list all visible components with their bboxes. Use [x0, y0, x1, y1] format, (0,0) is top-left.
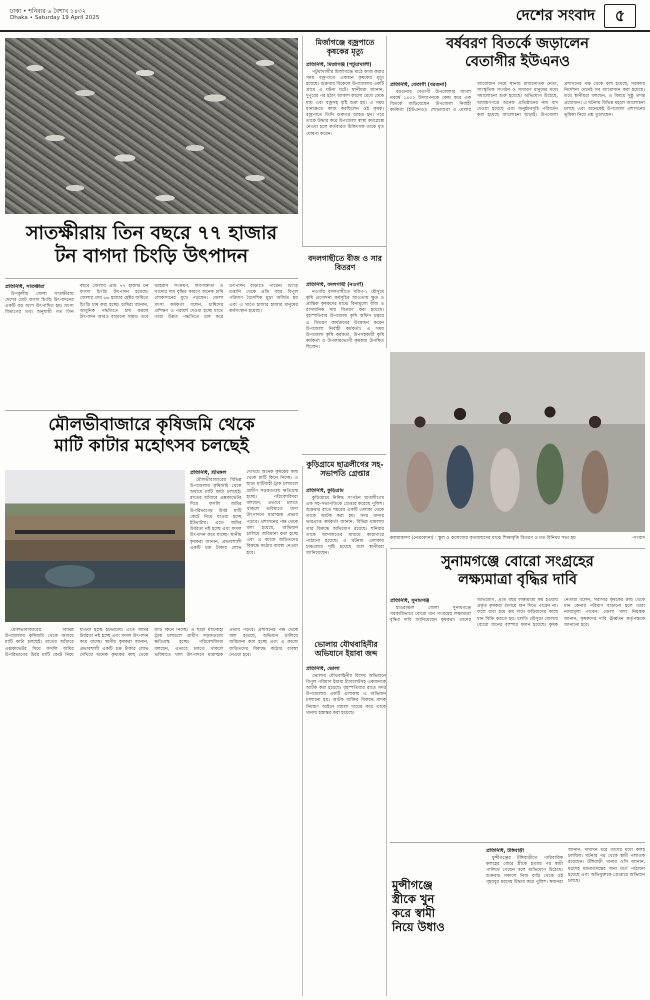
- satkhira-headline-line2: টন বাগদা চিংড়ি উৎপাদন: [54, 245, 249, 268]
- shrimp-photo: [5, 38, 298, 214]
- photo-caption-text: কলমাকান্দা (নেত্রকোনা) : স্কুল ও কলেজের কৃতজন্মদের মাঝে শিক্ষাবৃত্তি বিতরণ ও মত বিনিময় সভা হয়: [390, 536, 576, 541]
- moulvibazar-byline: প্রতিনিধি, শ্রীমঙ্গল: [190, 470, 227, 476]
- boishakh-headline: [390, 36, 645, 71]
- boishakh-headline-line1: বর্ষবরণ বিতর্কে জড়ালেন: [446, 36, 589, 52]
- munshiganj-text: মুন্সীগঞ্জের টঙ্গিবাড়ীতে পারিবারিক কলহের জেরে স্ত্রীকে হত্যার পর স্বামী পালিয়ে গেছেন বলে অভিযোগ উঠেছে। শুক্রবার সকালে নিজ বাড়ি থেকে ওই গৃহবধূর মরদেহ উদ্ধার করে পুলিশ। স্বজনরা জানান, দীর্ঘদিন ধরে তাদের মধ্যে কলহ চলছিল। ঘটনার পর থেকে স্বামী পলাতক রয়েছেন। টঙ্গিবাড়ী থানার ওসি জানান, মরদেহ ময়নাতদন্তের জন্য মর্গে পাঠানো হয়েছে এবং অভিযুক্তকে গ্রেপ্তারে অভিযান চলছে।: [486, 848, 645, 886]
- badalgachi-body: [306, 282, 384, 452]
- moulvibazar-body-continued: [5, 628, 298, 994]
- mirzaganj-headline: মির্জাগঞ্জে বজ্রপাতে কৃষকের মৃত্যু: [315, 38, 375, 57]
- bhola-byline: প্রতিনিধি, ভোলা: [306, 666, 340, 672]
- munshiganj-headline: [392, 878, 480, 934]
- boishakh-body: [390, 82, 645, 347]
- bhola-headline: ভোলায় যৌথবাহিনীর অভিযানে ইয়াবা জব্দ: [314, 640, 378, 659]
- section-title-text: দেশের সংবাদ: [515, 6, 595, 24]
- kurigram-body: [306, 488, 384, 584]
- soil-cutting-photo: [5, 470, 185, 622]
- page-number: ৫: [614, 6, 626, 25]
- sunamganj-text: হাওরাঞ্চল জেলা সুনামগঞ্জে সরকারিভাবে বোরো ধান সংগ্রহের লক্ষ্যমাত্রা বৃদ্ধির দাবি জানিয়েছেন কৃষকরা। তাদের অভিযোগ, প্রতি বছর লক্ষ্যমাত্রা কম হওয়ায় প্রকৃত কৃষকরা গুদামে ধান দিতে পারেন না। ফলে বাধ্য হয়ে কম দামে ফড়িয়াদের কাছে ধান বিক্রি করতে হয়। চলতি মৌসুমে জেলায় বোরো ধানের বাম্পার ফলন হয়েছে। কৃষক নেতারা বলেন, সরাসরি কৃষকের কাছ থেকে ধান কেনার পরিমাণ বাড়ানো হলে তারা ন্যায্যমূল্য পাবেন। জেলা খাদ্য নিয়ন্ত্রক জানান, কৃষকদের দাবি ঊর্ধ্বতন কর্তৃপক্ষকে জানানো হবে।: [390, 598, 645, 628]
- munshiganj-body: [486, 848, 645, 994]
- bhola-body: [306, 666, 386, 994]
- moulvibazar-headline-line2: মাটি কাটার মহোৎসব চলছেই: [54, 435, 249, 456]
- sunamganj-headline: [390, 554, 645, 589]
- kurigram-headline: কুড়িগ্রামে ছাত্রলীগের সহ-সভাপতি গ্রেপ্তার: [306, 460, 384, 479]
- boishakh-byline: প্রতিনিধি, বেতাগী (বরগুনা): [390, 82, 447, 88]
- badalgachi-byline: প্রতিনিধি, বদলগাছী (নওগাঁ): [306, 282, 364, 288]
- sunamganj-byline: প্রতিনিধি, সুনামগঞ্জ: [390, 598, 430, 604]
- satkhira-headline-line1: সাতক্ষীরায় তিন বছরে ৭৭ হাজার: [25, 222, 278, 244]
- photo-credit: –সংবাদ: [631, 536, 645, 541]
- munshiganj-headline-line3: করে স্বামী: [392, 906, 436, 921]
- mirzaganj-byline: প্রতিনিধি, মির্জাগঞ্জ (পটুয়াখালী): [306, 62, 372, 68]
- photo-caption: [390, 536, 645, 542]
- moulvibazar-headline: [5, 415, 298, 456]
- sunamganj-headline-line2: লক্ষ্যমাত্রা বৃদ্ধির দাবি: [458, 571, 577, 588]
- satkhira-body: [5, 284, 298, 406]
- moulvibazar-headline-line1: মৌলভীবাজারে কৃষিজমি থেকে: [48, 415, 255, 435]
- group-photo: [390, 352, 645, 532]
- dateline: ঢাকা • শনিবার ৬ বৈশাখ ১৪৩২: [10, 8, 86, 15]
- munshiganj-headline-line4: নিয়ে উধাও: [392, 920, 445, 935]
- moulvibazar-text: মৌলভীবাজারের বিভিন্ন উপজেলায় কৃষিজমি থেকে অবাধে মাটি কাটা চলছেই। রাতের আঁধারে এক্সকাভেটর দিয়ে ফসলি জমির উপরিভাগের উর্বর মাটি কেটে নিয়ে যাওয়া হচ্ছে ইটভাটায়। এতে জমির উর্বরতা নষ্ট হচ্ছে এবং ফসল উৎপাদন কমে যাচ্ছে। স্থানীয় কৃষকরা জানান, প্রভাবশালী একটি চক্র টাকার লোভ দেখিয়ে অনেক কৃষকের কাছ থেকে মাটি কিনে নিচ্ছে। এ ছাড়া মাটিবাহী ট্রাক চলাচলে গ্রামীণ সড়কগুলো ক্ষতিগ্রস্ত হচ্ছে। পরিবেশবিদরা বলছেন, এভাবে চলতে থাকলে ভবিষ্যতে খাদ্য উৎপাদনে মারাত্মক প্রভাব পড়বে। প্রশাসনের পক্ষ থেকে বলা হয়েছে, অভিযান চালিয়ে জরিমানা করা হচ্ছে এবং এ কাজে জড়িতদের বিরুদ্ধে কঠোর ব্যবস্থা নেওয়া হবে।: [190, 470, 298, 556]
- moulvibazar-text-continued: মৌলভীবাজারের বিভিন্ন উপজেলায় কৃষিজমি থেকে অবাধে মাটি কাটা চলছেই। রাতের আঁধারে এক্সকাভেটর দিয়ে ফসলি জমির উপরিভাগের উর্বর মাটি কেটে নিয়ে যাওয়া হচ্ছে ইটভাটায়। এতে জমির উর্বরতা নষ্ট হচ্ছে এবং ফসল উৎপাদন কমে যাচ্ছে। স্থানীয় কৃষকরা জানান, প্রভাবশালী একটি চক্র টাকার লোভ দেখিয়ে অনেক কৃষকের কাছ থেকে মাটি কিনে নিচ্ছে। এ ছাড়া মাটিবাহী ট্রাক চলাচলে গ্রামীণ সড়কগুলো ক্ষতিগ্রস্ত হচ্ছে। পরিবেশবিদরা বলছেন, এভাবে চলতে থাকলে ভবিষ্যতে খাদ্য উৎপাদনে মারাত্মক প্রভাব পড়বে। প্রশাসনের পক্ষ থেকে বলা হয়েছে, অভিযান চালিয়ে জরিমানা করা হচ্ছে এবং এ কাজে জড়িতদের বিরুদ্ধে কঠোর ব্যবস্থা নেওয়া হবে।: [5, 628, 298, 658]
- sunamganj-body: [390, 598, 645, 838]
- munshiganj-headline-line1: মুন্সীগঞ্জে: [392, 878, 433, 892]
- section-title: [495, 4, 595, 26]
- boishakh-headline-line2: বেতাগীর ইউএনও: [465, 53, 570, 70]
- page-number-badge: [604, 4, 636, 28]
- moulvibazar-body: [190, 470, 298, 630]
- mirzaganj-text: পটুয়াখালীর মির্জাগঞ্জে মাঠে কাজ করার সময় বজ্রপাতে একজন কৃষকের মৃত্যু হয়েছে। শুক্রবার বিকেলে উপজেলার একটি গ্রামে এ ঘটনা ঘটে। স্থানীয়রা জানান, দুপুরের পর হঠাৎ আকাশ কালো মেঘে ঢেকে যায় এবং বজ্রসহ বৃষ্টি শুরু হয়। এ সময় ধানক্ষেতে কাজ করছিলেন ওই কৃষক। বজ্রপাতে তিনি গুরুতর আহত হন। পরে তাকে উদ্ধার করে উপজেলা স্বাস্থ্য কমপ্লেক্সে নেওয়া হলে কর্তব্যরত চিকিৎসক তাকে মৃত ঘোষণা করেন।: [306, 69, 384, 137]
- bhola-text: ভোলায় যৌথবাহিনীর বিশেষ অভিযানে বিপুল পরিমাণ ইয়াবা ট্যাবলেটসহ একজনকে আটক করা হয়েছে। বৃহস্পতিবার রাতে সদর উপজেলার একটি এলাকায় এ অভিযান চালানো হয়। আটক ব্যক্তির বিরুদ্ধে মাদক নিয়ন্ত্রণ আইনে মামলা দায়ের করে তাকে থানায় হস্তান্তর করা হয়েছে।: [306, 673, 386, 716]
- boishakh-text: বরগুনার বেতাগী উপজেলার বাংলা নববর্ষ ১৪৩২ উদযাপনকে কেন্দ্র করে এক বিতর্কে জড়িয়েছেন উপজেলা নির্বাহী কর্মকর্তা (ইউএনও)। শোভাযাত্রা ও মেলার আয়োজন নিয়ে স্থানীয় রাজনৈতিক নেতা, সাংস্কৃতিক সংগঠন ও সাধারণ মানুষের মধ্যে সমালোচনা শুরু হয়েছে। অভিযোগ উঠেছে, আমন্ত্রণপত্রে অনেক প্রতিষ্ঠানের নাম বাদ দেওয়া হয়েছে এবং অনুষ্ঠানসূচি পরিবর্তন করা হয়েছে আলোচনা ছাড়াই। উপজেলা প্রশাসনের পক্ষ থেকে বলা হয়েছে, সরকারি নির্দেশনা মেনেই সব আয়োজন করা হয়েছে। তবে স্থানীয়রা বলছেন, এ বিষয়ে সুষ্ঠু তদন্ত প্রয়োজন। এ ঘটনায় বিভিন্ন মহলে আলোচনা চলছে এবং অনেকেই উপজেলা প্রশাসনের ভূমিকা নিয়ে প্রশ্ন তুলেছেন।: [390, 82, 645, 119]
- munshiganj-headline-line2: স্ত্রীকে খুন: [392, 892, 435, 907]
- munshiganj-byline: প্রতিনিধি, টঙ্গিবাড়ী: [486, 848, 524, 854]
- kurigram-byline: প্রতিনিধি, কুড়িগ্রাম: [306, 488, 344, 494]
- badalgachi-headline: বদলগাছীতে বীজ ও সার বিতরণ: [308, 254, 382, 273]
- satkhira-headline: [5, 222, 298, 268]
- badalgachi-text: নওগাঁর বদলগাছীতে খরিপ-১ মৌসুমে কৃষি প্রণোদনা কর্মসূচির আওতায় ক্ষুদ্র ও প্রান্তিক কৃষকদের মাঝে বিনামূল্যে বীজ ও রাসায়নিক সার বিতরণ করা হয়েছে। বৃহস্পতিবার উপজেলা কৃষি অফিস চত্বরে এ বিতরণ কার্যক্রমের উদ্বোধন করেন উপজেলা নির্বাহী কর্মকর্তা। এ সময় উপজেলা কৃষি কর্মকর্তা, উপসহকারী কৃষি কর্মকর্তা ও উপকারভোগী কৃষকরা উপস্থিত ছিলেন।: [306, 289, 384, 351]
- kurigram-text: কুড়িগ্রামে নিষিদ্ধ সংগঠন ছাত্রলীগের এক সহ-সভাপতিকে গ্রেপ্তার করেছে পুলিশ। শুক্রবার রাতে শহরের একটি এলাকা থেকে তাকে আটক করা হয়। সদর থানার ভারপ্রাপ্ত কর্মকর্তা জানান, বিভিন্ন মামলায় তার বিরুদ্ধে অভিযোগ রয়েছে। শনিবার তাকে আদালতের মাধ্যমে কারাগারে পাঠানো হয়েছে। এ ঘটনায় এলাকায় চাঞ্চল্যের সৃষ্টি হয়েছে বলে স্থানীয়রা জানিয়েছেন।: [306, 495, 384, 557]
- dateline-en: Dhaka • Saturday 19 April 2025: [10, 15, 100, 21]
- sunamganj-headline-line1: সুনামগঞ্জে বোরো সংগ্রহের: [441, 554, 594, 570]
- mirzaganj-body: [306, 62, 384, 234]
- masthead: [0, 0, 650, 32]
- satkhira-text: উপকূলীয় জেলা সাতক্ষীরায় দেশের মোট বাগদা চিংড়ি উৎপাদনের একটি বড় অংশ উৎপাদিত হয়। মৎস্য বিভাগের তথ্য অনুযায়ী গত তিন বছরে জেলায় প্রায় ৭৭ হাজার টন বাগদা চিংড়ি উৎপাদন হয়েছে। জেলার প্রায় ৬৬ হাজার হেক্টর জমিতে চিংড়ি চাষ করা হচ্ছে। চাষিরা জানান, আধুনিক পদ্ধতিতে চাষ করলে উৎপাদন আরও বাড়ানো সম্ভব। তবে ভাইরাস সংক্রমণ, লবণাক্ততা ও খাদ্যের দাম বৃদ্ধির কারণে অনেক চাষি লোকসানের মুখে পড়ছেন। জেলা মৎস্য কর্মকর্তা বলেন, চাষিদের প্রশিক্ষণ ও পরামর্শ দেওয়া হচ্ছে যাতে তারা উন্নত পদ্ধতিতে চাষ করে উৎপাদন বাড়াতে পারেন। চিংড়ি রপ্তানি থেকে প্রতি বছর বিপুল পরিমাণ বৈদেশিক মুদ্রা অর্জিত হয় এবং এ খাতে হাজার হাজার মানুষের কর্মসংস্থান হয়েছে।: [5, 284, 298, 321]
- satkhira-byline: প্রতিনিধি, সাতক্ষীরা: [5, 284, 45, 290]
